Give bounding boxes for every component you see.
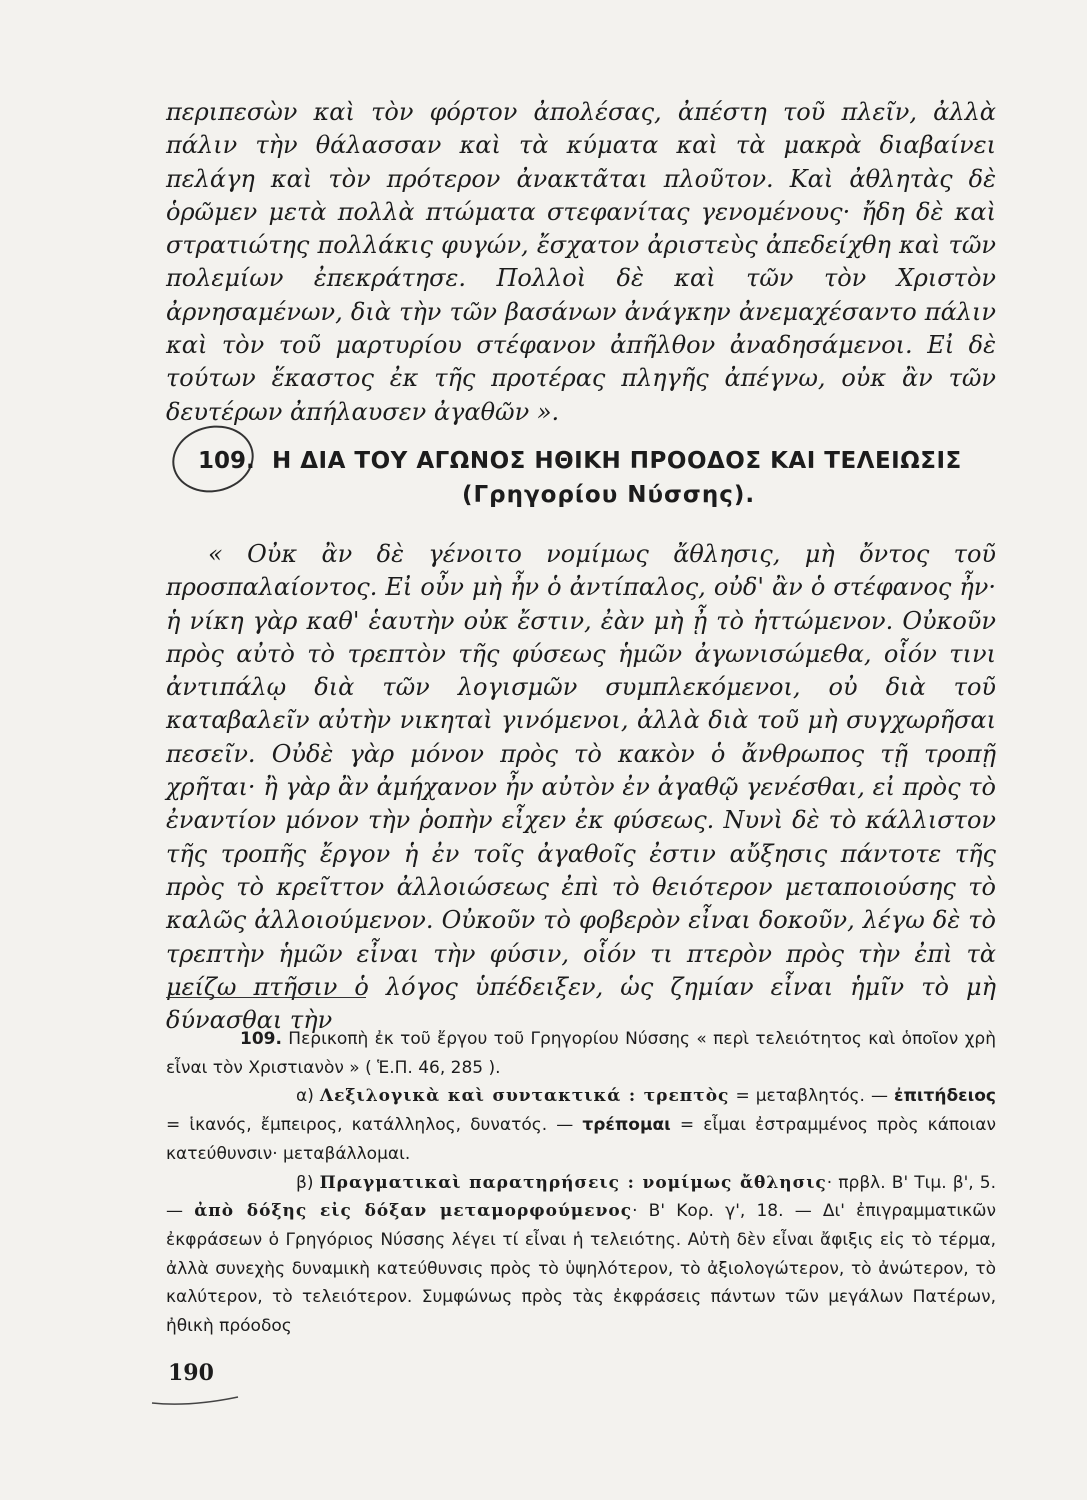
note-a-text-3: = εἶμαι ἐστραμμένος πρὸς κάποιαν κατεύθυνσιν· μεταβάλλομαι. bbox=[166, 1115, 996, 1164]
note-source bbox=[166, 1025, 996, 1082]
note-b-label: β) bbox=[296, 1172, 320, 1193]
footnote-rule bbox=[166, 997, 366, 998]
section-subtitle: (Γρηγορίου Νύσσης). bbox=[462, 482, 756, 508]
note-source-text: Περικοπὴ ἐκ τοῦ ἔργου τοῦ Γρηγορίου Νύσσης « περὶ τελειότητος καὶ ὁποῖον χρὴ εἶναι τὸν Χριστιανὸν » ( Ἑ.Π. 46, 285 ). bbox=[166, 1029, 996, 1078]
paragraph-quotation: « Οὐκ ἂν δὲ γένοιτο νομίμως ἄθλησις, μὴ ὄντος τοῦ προσπαλαίοντος. Εἰ οὖν μὴ ἦν ὁ ἀντίπαλος, οὐδ' ἂν ὁ στέφανος ἦν· ἡ νίκη γὰρ καθ' ἑαυτὴν οὐκ ἔστιν, ἐὰν μὴ ᾖ τὸ ἡττώμενον. Οὐκοῦν πρὸς αὐτὸ τὸ τρεπτὸν τῆς φύσεως ἡμῶν ἀγωνισώμεθα, οἷόν τινι ἀντιπάλῳ διὰ τῶν λογισμῶν συμπλεκόμενοι, οὐ διὰ τοῦ καταβαλεῖν αὐτὴν νικηταὶ γινόμενοι, ἀλλὰ διὰ τοῦ μὴ συγχωρῆσαι πεσεῖν. Οὐδὲ γὰρ μόνον πρὸς τὸ κακὸν ὁ ἄνθρωπος τῇ τροπῇ χρῆται· ἢ γὰρ ἂν ἀμήχανον ἦν αὐτὸν ἐν ἀγαθῷ γενέσθαι, εἰ πρὸς τὸ ἐναντίον μόνον τὴν ῥοπὴν εἶχεν ἐκ φύσεως. Νυνὶ δὲ τὸ κάλλιστον τῆς τροπῆς ἔργον ἡ ἐν τοῖς ἀγαθοῖς ἐστιν αὔξησις πάντοτε τῆς πρὸς τὸ κρεῖττον ἀλλοιώσεως ἐπὶ τὸ θειότερον μεταποιούσης τὸ καλῶς ἀλλοιούμενον. Οὐκοῦν τὸ φοβερὸν εἶναι δοκοῦν, λέγω δὲ τὸ τρεπτὴν ἡμῶν εἶναι τὴν φύσιν, οἷόν τι πτερὸν πρὸς τὴν ἐπὶ τὰ μείζω πτῆσιν ὁ λόγος ὑπέδειξεν, ὡς ζημίαν εἶναι ἡμῖν τὸ μὴ δύνασθαι τὴν bbox=[166, 540, 996, 1035]
page-number: 190 bbox=[168, 1360, 214, 1386]
note-a-heading: Λεξιλογικὰ καὶ συντακτικά : τρεπτὸς bbox=[319, 1086, 730, 1107]
note-a-term-2: ἐπιτήδειος bbox=[894, 1086, 997, 1107]
note-b-term-2: ἀπὸ δόξης εἰς δόξαν μεταμορφούμενος bbox=[194, 1201, 633, 1222]
note-b-heading: Πραγματικαὶ παρατηρήσεις : νομίμως ἄθλησις bbox=[319, 1172, 827, 1193]
note-b-text-1: · πρβλ. Β' Τιμ. β', 5. — bbox=[166, 1172, 996, 1222]
page-number-flourish bbox=[150, 1393, 240, 1407]
note-a-text-2: = ἱκανός, ἔμπειρος, κατάλληλος, δυνατός. — bbox=[166, 1115, 583, 1136]
note-factual bbox=[166, 1169, 996, 1341]
note-b-text-2: · Β' Κορ. γ', 18. — Δι' ἐπιγραμματικῶν ἐκφράσεων ὁ Γρηγόριος Νύσσης λέγει τί εἶναι ἡ τελειότης. Αὐτὴ δὲν εἶναι ἄφιξις εἰς τὸ τέρμα, ἀλλὰ συνεχὴς δυναμικὴ κατεύθυνσις πρὸς τὸ ὑψηλότερον, τὸ ἀξιολογώτερον, τὸ ἀνώτερον, τὸ καλύτερον, τὸ τελειότερον. Συμφώνως πρὸς τὰς ἐκφράσεις πάντων τῶν μεγάλων Πατέρων, ἠθικὴ πρόοδος bbox=[166, 1201, 996, 1337]
note-number: 109. bbox=[240, 1029, 282, 1049]
paragraph-continuation: περιπεσὼν καὶ τὸν φόρτον ἀπολέσας, ἀπέστη τοῦ πλεῖν, ἀλλὰ πάλιν τὴν θάλασσαν καὶ τὰ κύματα καὶ τὰ μακρὰ διαβαίνει πελάγη καὶ τὸν πρότερον ἀνακτᾶται πλοῦτον. Καὶ ἀθλητὰς δὲ ὁρῶμεν μετὰ πολλὰ πτώματα στεφανίτας γενομένους· ἤδη δὲ καὶ στρατιώτης πολλάκις φυγών, ἔσχατον ἀριστεὺς ἀπεδείχθη καὶ τῶν πολεμίων ἐπεκράτησε. Πολλοὶ δὲ καὶ τῶν τὸν Χριστὸν ἀρνησαμένων, διὰ τὴν τῶν βασάνων ἀνάγκην ἀνεμαχέσαντο πάλιν καὶ τὸν τοῦ μαρτυρίου στέφανον ἀπῆλθον ἀναδησάμενοι. Εἰ δὲ τούτων ἕκαστος ἐκ τῆς προτέρας πληγῆς ἀπέγνω, οὐκ ἂν τῶν δευτέρων ἀπήλαυσεν ἀγαθῶν ». bbox=[166, 98, 996, 426]
footnotes bbox=[166, 1025, 996, 1341]
section-heading bbox=[168, 440, 998, 520]
section-number: 109. bbox=[198, 448, 255, 474]
note-a-text-1: = μεταβλητός. — bbox=[729, 1086, 894, 1107]
section-title: Η ΔΙΑ ΤΟΥ ΑΓΩΝΟΣ ΗΘΙΚΗ ΠΡΟΟΔΟΣ ΚΑΙ ΤΕΛΕΙΩΣΙΣ bbox=[272, 448, 962, 474]
note-a-term-3: τρέπομαι bbox=[582, 1115, 671, 1136]
note-lexical bbox=[166, 1082, 996, 1168]
note-a-label: α) bbox=[296, 1086, 320, 1107]
